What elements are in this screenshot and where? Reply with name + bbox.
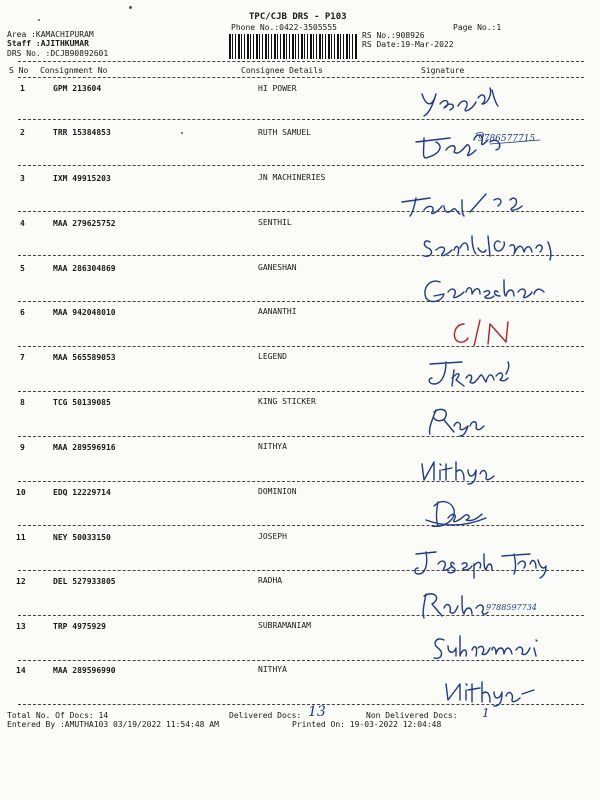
- barcode: [229, 34, 357, 59]
- signature-6: [450, 318, 530, 348]
- row-sno: 4: [20, 219, 25, 228]
- scan-speck: [181, 132, 183, 134]
- row-divider: [18, 525, 584, 526]
- row-consignee: NITHYA: [258, 665, 287, 674]
- row-consignee: SUBRAMANIAM: [258, 621, 311, 630]
- rs-date: RS Date:19-Mar-2022: [362, 40, 454, 49]
- signature-4: [420, 232, 570, 262]
- row-consignment: MAA 286304869: [53, 264, 116, 273]
- row-sno: 9: [20, 443, 25, 452]
- row-consignee: JN MACHINERIES: [258, 173, 326, 182]
- row-divider: [18, 615, 584, 616]
- row-sno: 2: [20, 128, 25, 137]
- column-header-consignment: Consignment No: [40, 66, 108, 75]
- non-delivered-docs-handwritten: 1: [482, 706, 490, 720]
- row-sno: 6: [20, 308, 25, 317]
- row-consignment: NEY 50033150: [53, 533, 111, 542]
- row-sno: 1: [20, 84, 25, 93]
- total-docs: Total No. Of Docs: 14: [7, 711, 109, 720]
- row-consignment: EDQ 12229714: [53, 488, 111, 497]
- row-consignee: JOSEPH: [258, 532, 287, 541]
- signature-1: [418, 86, 508, 118]
- signature-11: [412, 548, 552, 580]
- row-sno: 7: [20, 353, 25, 362]
- signature-8: [424, 404, 494, 438]
- row-consignment: TCG 50139085: [53, 398, 111, 407]
- scan-speck: [129, 6, 132, 9]
- document-title: TPC/CJB DRS - P103: [249, 12, 347, 22]
- divider: [18, 61, 584, 62]
- signature-9: [418, 458, 498, 484]
- row-sno: 11: [16, 533, 26, 542]
- row-consignee: AANANTHI: [258, 307, 297, 316]
- signature-12-phone: 9788597734: [486, 603, 537, 612]
- entered-by: Entered By :AMUTHA103 03/19/2022 11:54:48 AM: [7, 720, 219, 729]
- row-consignee: SENTHIL: [258, 218, 292, 227]
- printed-on: Printed On: 19-03-2022 12:04:48: [292, 720, 442, 729]
- row-divider: [18, 119, 584, 120]
- row-sno: 5: [20, 264, 25, 273]
- row-consignment: IXM 49915203: [53, 174, 111, 183]
- row-sno: 3: [20, 174, 25, 183]
- divider: [18, 77, 584, 78]
- rs-number: RS No.:908926: [362, 31, 425, 40]
- area-label: Area :KAMACHIPURAM: [7, 30, 94, 39]
- signature-14: [440, 680, 540, 708]
- row-consignment: MAA 565589053: [53, 353, 116, 362]
- signature-10: [422, 496, 492, 532]
- delivered-docs-label: Delivered Docs:: [229, 711, 302, 720]
- row-consignee: DOMINION: [258, 487, 297, 496]
- row-sno: 14: [16, 666, 26, 675]
- column-header-sno: S No: [9, 66, 29, 75]
- row-consignment: MAA 279625752: [53, 219, 116, 228]
- page-number: Page No.:1: [453, 23, 502, 32]
- row-consignee: HI POWER: [258, 84, 297, 93]
- row-consignment: GPM 213604: [53, 84, 102, 93]
- row-consignee: LEGEND: [258, 352, 287, 361]
- row-sno: 10: [16, 488, 26, 497]
- row-divider: [18, 436, 584, 437]
- staff-label: Staff :AJITHKUMAR: [7, 39, 89, 48]
- signature-7: [422, 358, 512, 394]
- scan-speck: [38, 19, 40, 21]
- row-consignee: RUTH SAMUEL: [258, 128, 311, 137]
- row-consignment: MAA 289596916: [53, 443, 116, 452]
- row-consignee: RADHA: [258, 576, 283, 585]
- row-sno: 13: [16, 622, 26, 631]
- row-divider: [18, 165, 584, 166]
- row-sno: 12: [16, 577, 26, 586]
- row-consignment: TRP 4975929: [53, 622, 106, 631]
- signature-2-phone: 9786577715: [478, 134, 536, 144]
- row-consignee: GANESHAN: [258, 263, 297, 272]
- column-header-consignee: Consignee Details: [241, 66, 323, 75]
- row-sno: 8: [20, 398, 25, 407]
- phone-number: Phone No.:0422-3505555: [231, 23, 337, 32]
- non-delivered-docs-label: Non Delivered Docs:: [366, 711, 458, 720]
- row-consignee: NITHYA: [258, 442, 287, 451]
- signature-13: [430, 632, 550, 662]
- signature-12: [418, 590, 488, 620]
- column-header-signature: Signature: [421, 66, 465, 75]
- signature-3: [400, 192, 560, 220]
- row-divider: [18, 481, 584, 482]
- row-consignment: MAA 942048010: [53, 308, 116, 317]
- delivered-docs-handwritten: 13: [308, 704, 326, 720]
- drs-number: DRS No. :DCJB90892601: [7, 49, 109, 58]
- row-consignment: TRR 15384853: [53, 128, 111, 137]
- signature-5: [420, 274, 560, 308]
- row-consignment: MAA 289596990: [53, 666, 116, 675]
- row-consignment: DEL 527933805: [53, 577, 116, 586]
- row-consignee: KING STICKER: [258, 397, 316, 406]
